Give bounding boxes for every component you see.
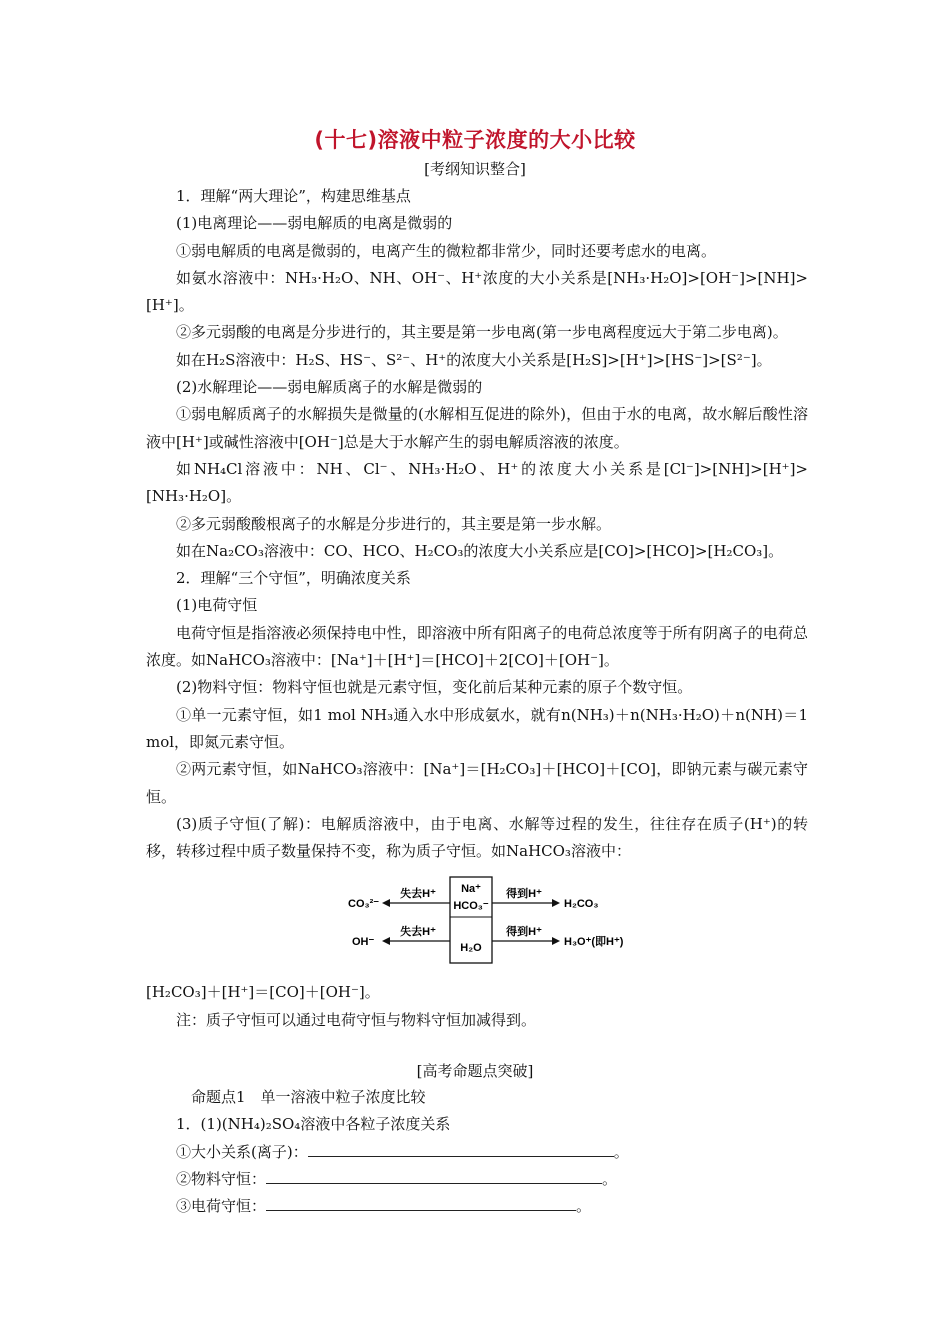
box-bot-label: H₂O <box>460 942 482 955</box>
paragraph: 如在Na₂CO₃溶液中：CO、HCO、H₂CO₃的浓度大小关系应是[CO]>[HCO]>[H₂CO₃]。 <box>176 541 784 560</box>
carbonate-label: CO₃²⁻ <box>348 898 380 911</box>
period: 。 <box>602 1169 618 1188</box>
lose-proton-label: 失去H⁺ <box>400 888 436 901</box>
hydronium-label: H₃O⁺(即H⁺) <box>564 936 624 949</box>
exercise-block <box>146 1084 808 1220</box>
answer-label: ①大小关系(离子)： <box>176 1142 308 1161</box>
period: 。 <box>613 1142 629 1161</box>
answer-blank[interactable] <box>266 1167 602 1184</box>
paragraph: ②多元弱酸酸根离子的水解是分步进行的，其主要是第一步水解。 <box>176 514 612 533</box>
answer-line <box>146 1166 808 1193</box>
gain-proton-label: 得到H⁺ <box>506 888 542 901</box>
paragraph: ②两元素守恒，如NaHCO₃溶液中：[Na⁺]＝[H₂CO₃]＋[HCO]＋[CO]，即钠元素与碳元素守恒。 <box>146 760 808 806</box>
box-top-label: Na⁺ <box>461 883 481 896</box>
answer-line <box>146 1139 808 1166</box>
document-body <box>146 183 808 1034</box>
gain-proton-label: 得到H⁺ <box>506 926 542 939</box>
paragraph: 如在H₂S溶液中：H₂S、HS⁻、S²⁻、H⁺的浓度大小关系是[H₂S]>[H⁺]>[HS⁻]>[S²⁻]。 <box>176 350 772 369</box>
exercise-heading: 命题点1 单一溶液中粒子浓度比较 <box>191 1088 426 1106</box>
answer-label: ③电荷守恒： <box>176 1197 267 1216</box>
proton-transfer-figure <box>346 871 646 971</box>
paragraph: (2)水解理论——弱电解质离子的水解是微弱的 <box>176 378 483 397</box>
arrow-head <box>382 937 390 945</box>
paragraph: (2)物料守恒：物料守恒也就是元素守恒，变化前后某种元素的原子个数守恒。 <box>176 678 693 697</box>
arrow-head <box>382 899 390 907</box>
lose-proton-label: 失去H⁺ <box>400 926 436 939</box>
paragraph: 1．理解“两大理论”，构建思维基点 <box>176 187 411 205</box>
period: 。 <box>576 1197 592 1216</box>
paragraph: 如NH₄Cl溶液中：NH、Cl⁻、NH₃·H₂O、H⁺的浓度大小关系是[Cl⁻]>[NH]>[H⁺]>[NH₃·H₂O]。 <box>146 459 808 506</box>
paragraph: (3)质子守恒(了解)：电解质溶液中，由于电离、水解等过程的发生，往往存在质子(H⁺)的转移，转移过程中质子数量保持不变，称为质子守恒。如NaHCO₃溶液中： <box>146 814 808 861</box>
answer-blank[interactable] <box>266 1194 576 1211</box>
answer-label: ②物料守恒： <box>176 1169 267 1188</box>
paragraph: 2．理解“三个守恒”，明确浓度关系 <box>176 569 411 588</box>
paragraph: (1)电离理论——弱电解质的电离是微弱的 <box>176 214 453 233</box>
section-heading-exam: [高考命题点突破] <box>416 1062 534 1080</box>
paragraph: 电荷守恒是指溶液必须保持电中性，即溶液中所有阳离子的电荷总浓度等于所有阴离子的电荷总浓度。如NaHCO₃溶液中：[Na⁺]＋[H⁺]＝[HCO]＋2[CO]＋[OH⁻]。 <box>146 623 808 670</box>
document-title: (十七)溶液中粒子浓度的大小比较 <box>314 128 636 152</box>
arrow-head <box>552 937 560 945</box>
proton-conservation-diagram <box>146 871 808 977</box>
arrow-head <box>552 899 560 907</box>
answer-line <box>146 1193 808 1220</box>
paragraph: ①单一元素守恒，如1 mol NH₃通入水中形成氨水，就有n(NH₃)＋n(NH₃·H₂O)＋n(NH)＝1 mol，即氮元素守恒。 <box>146 705 808 751</box>
box-mid-label: HCO₃⁻ <box>453 900 489 913</box>
paragraph: ②多元弱酸的电离是分步进行的，其主要是第一步电离(第一步电离程度远大于第二步电离)。 <box>176 323 788 342</box>
answer-blank[interactable] <box>308 1140 614 1157</box>
paragraph: ①弱电解质的电离是微弱的，电离产生的微粒都非常少，同时还要考虑水的电离。 <box>176 241 717 260</box>
paragraph: [H₂CO₃]＋[H⁺]＝[CO]＋[OH⁻]。 <box>146 983 380 1002</box>
section-heading-outline: [考纲知识整合] <box>424 160 526 178</box>
paragraph: 如氨水溶液中：NH₃·H₂O、NH、OH⁻、H⁺浓度的大小关系是[NH₃·H₂O]>[OH⁻]>[NH]>[H⁺]。 <box>146 268 808 315</box>
carbonic-acid-label: H₂CO₃ <box>564 898 599 911</box>
question: 1．(1)(NH₄)₂SO₄溶液中各粒子浓度关系 <box>176 1115 451 1134</box>
paragraph: 注：质子守恒可以通过电荷守恒与物料守恒加减得到。 <box>176 1010 537 1029</box>
paragraph: ①弱电解质离子的水解损失是微量的(水解相互促进的除外)，但由于水的电离，故水解后酸性溶液中[H⁺]或碱性溶液中[OH⁻]总是大于水解产生的弱电解质溶液的浓度。 <box>146 405 808 451</box>
paragraph: (1)电荷守恒 <box>176 596 258 615</box>
hydroxide-label: OH⁻ <box>352 936 375 949</box>
